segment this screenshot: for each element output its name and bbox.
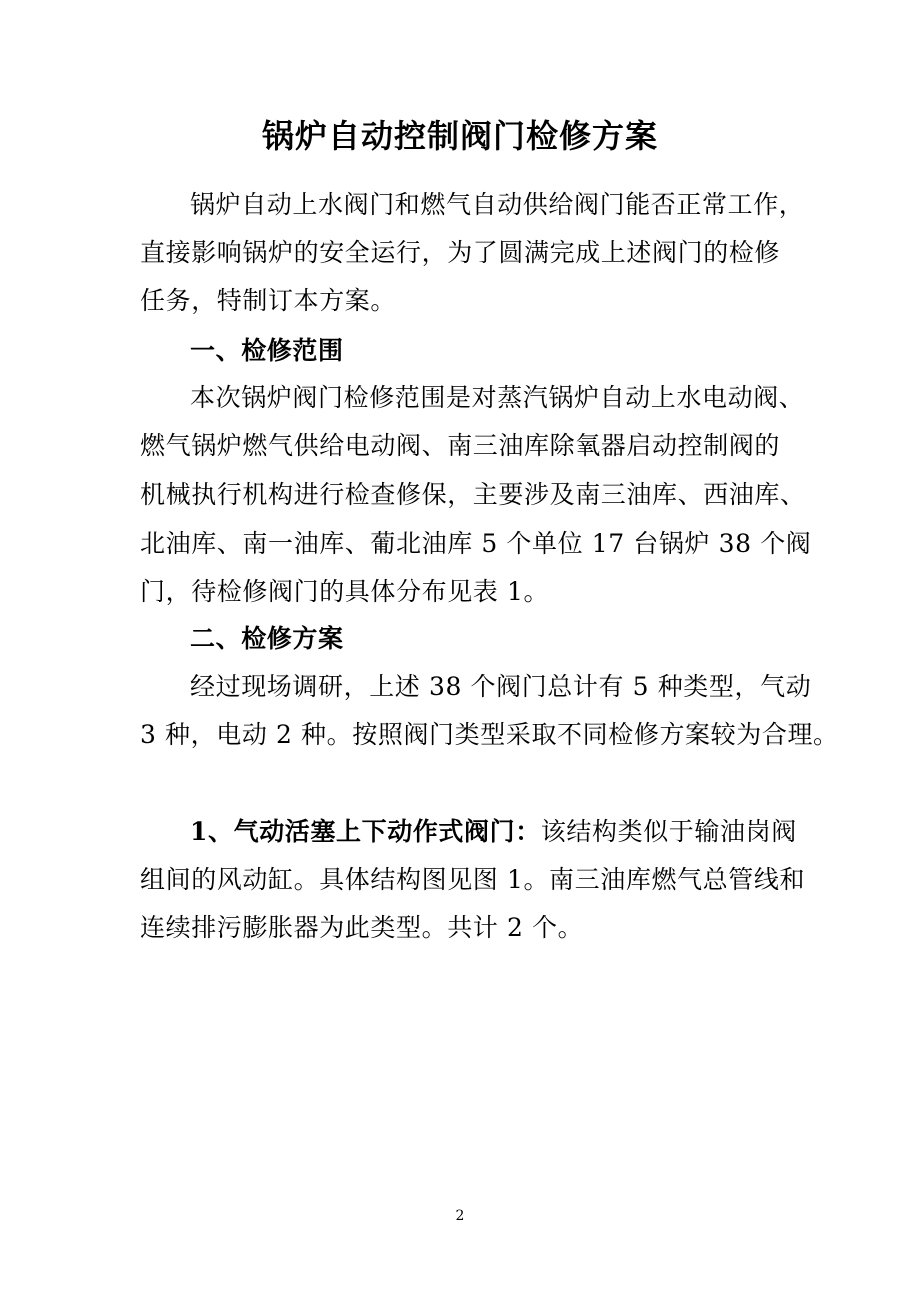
item-1-line-3: 连续排污膨胀器为此类型。共计 2 个。 — [140, 913, 584, 942]
section-1-line-4: 北油库、南一油库、葡北油库 5 个单位 17 台锅炉 38 个阀 — [140, 529, 812, 558]
section-2-line-2: 3 种，电动 2 种。按照阀门类型采取不同检修方案较为合理。 — [140, 720, 839, 749]
section-1-line-3: 机械执行机构进行检查修保，主要涉及南三油库、西油库、 — [140, 480, 806, 509]
section-2-heading: 二、检修方案 — [190, 624, 344, 653]
item-1-line-1-rest: 该结构类似于输油岗阀 — [540, 817, 797, 846]
document-title: 锅炉自动控制阀门检修方案 — [261, 117, 658, 155]
section-2-line-1: 经过现场调研，上述 38 个阀门总计有 5 种类型，气动 — [190, 672, 812, 701]
section-1-heading: 一、检修范围 — [190, 336, 344, 365]
section-1-line-1: 本次锅炉阀门检修范围是对蒸汽锅炉自动上水电动阀、 — [190, 383, 805, 412]
section-1-line-2: 燃气锅炉燃气供给电动阀、南三油库除氧器启动控制阀的 — [140, 431, 781, 460]
intro-line-1: 锅炉自动上水阀门和燃气自动供给阀门能否正常工作， — [190, 190, 805, 219]
item-1-lead: 1、气动活塞上下动作式阀门： — [190, 817, 541, 846]
section-1-line-5: 门，待检修阀门的具体分布见表 1。 — [140, 577, 550, 606]
intro-line-3: 任务，特制订本方案。 — [140, 286, 397, 315]
intro-line-2: 直接影响锅炉的安全运行，为了圆满完成上述阀门的检修 — [140, 238, 781, 267]
item-1-line-2: 组间的风动缸。具体结构图见图 1。南三油库燃气总管线和 — [140, 865, 806, 894]
page-number: 2 — [455, 1208, 465, 1224]
item-1-line-1 — [190, 815, 797, 849]
